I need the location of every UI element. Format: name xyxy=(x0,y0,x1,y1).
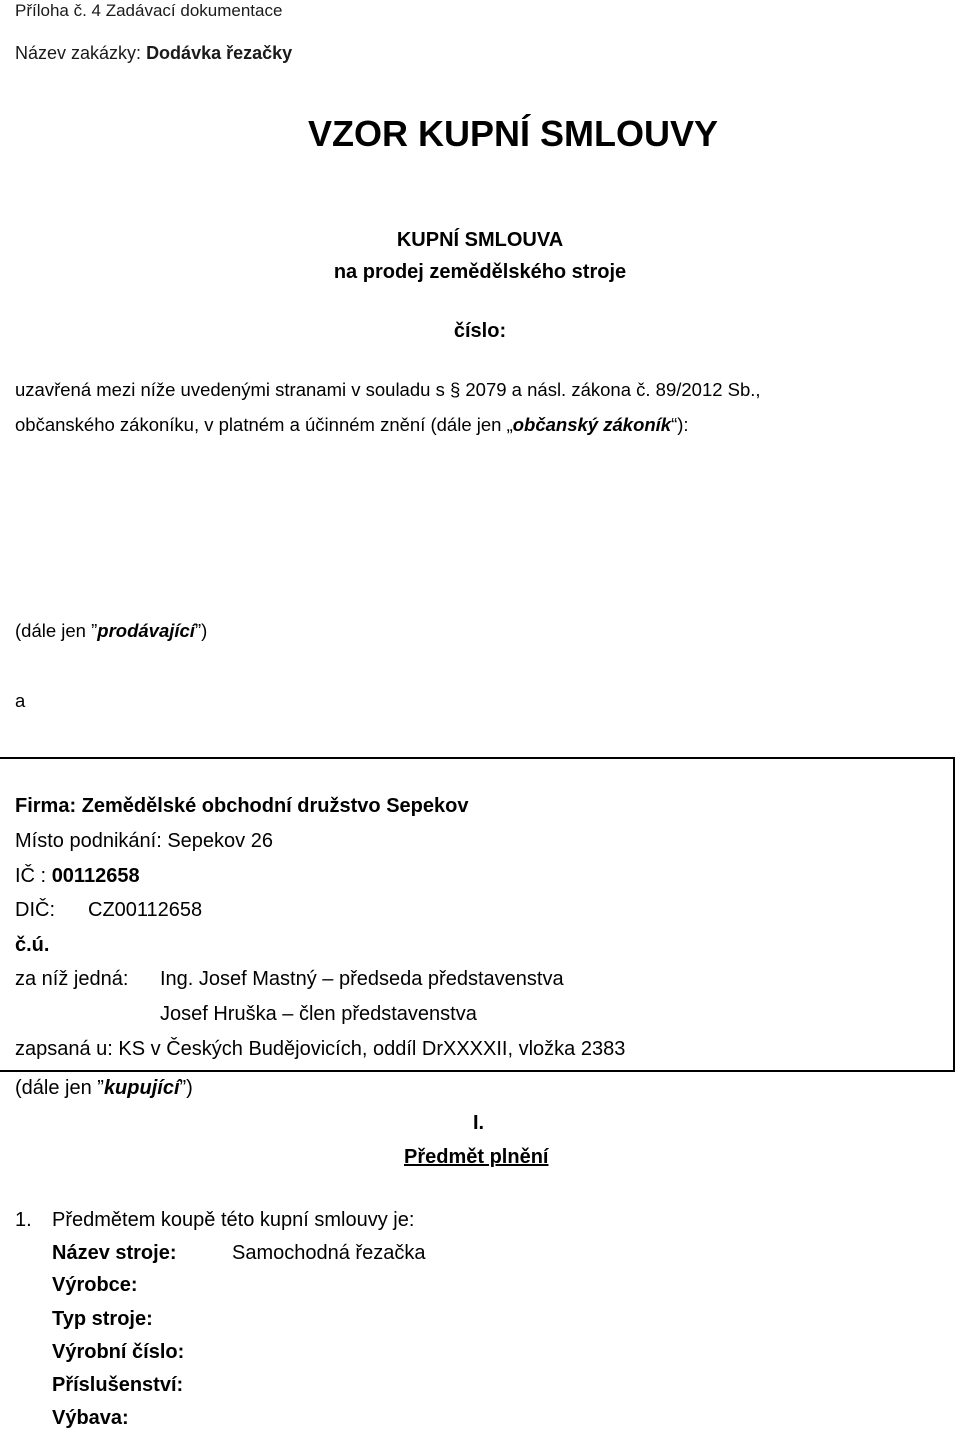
ic-value: 00112658 xyxy=(51,865,140,887)
type-label: Typ stroje: xyxy=(52,1308,153,1330)
buyer-dic-line xyxy=(15,899,55,922)
attachment-label: Příloha č. 4 Zadávací dokumentace xyxy=(15,1,283,20)
firm-label: Firma: xyxy=(15,795,77,817)
seller-reference xyxy=(15,620,207,642)
civil-code-term: občanský zákoník xyxy=(512,414,672,435)
buyer-term: kupující xyxy=(103,1077,180,1099)
dic-value: CZ00112658 xyxy=(88,899,203,921)
buyer-ref-pre: (dále jen ” xyxy=(15,1077,104,1099)
contract-heading: KUPNÍ SMLOUVA xyxy=(396,229,564,251)
dic-label: DIČ: xyxy=(15,899,55,921)
section-number: I. xyxy=(473,1112,485,1134)
buyer-ic-line xyxy=(15,865,140,888)
tender-line xyxy=(15,43,292,64)
buyer-place-line xyxy=(15,830,273,853)
section-title: Předmět plnění xyxy=(404,1146,549,1168)
place-value: Sepekov 26 xyxy=(167,830,273,852)
representative-2: Josef Hruška – člen představenstva xyxy=(160,1003,477,1025)
equipment-label: Výbava: xyxy=(52,1407,129,1429)
machine-name-label: Název stroje: xyxy=(52,1242,177,1264)
account-label: č.ú. xyxy=(15,934,50,956)
intro-line-2 xyxy=(15,414,689,436)
contract-subheading: na prodej zemědělského stroje xyxy=(333,261,627,283)
conjunction: a xyxy=(15,690,26,711)
buyer-ref-post: ”) xyxy=(179,1077,193,1099)
seller-ref-post: ”) xyxy=(194,620,208,641)
place-label: Místo podnikání: xyxy=(15,830,162,852)
firm-name: Zemědělské obchodní družstvo Sepekov xyxy=(81,795,469,817)
manufacturer-label: Výrobce: xyxy=(52,1274,138,1296)
intro-line-1: uzavřená mezi níže uvedenými stranami v souladu s § 2079 a násl. zákona č. 89/2012 Sb., xyxy=(15,379,761,400)
seller-ref-pre: (dále jen ” xyxy=(15,620,98,641)
machine-name-value: Samochodná řezačka xyxy=(232,1242,426,1264)
contract-number-label: číslo: xyxy=(453,320,507,342)
buyer-registry: zapsaná u: KS v Českých Budějovicích, oddíl DrXXXXII, vložka 2383 xyxy=(15,1038,626,1060)
rep-label: za níž jedná: xyxy=(15,968,129,990)
buyer-reference xyxy=(15,1077,193,1100)
ic-label: IČ : xyxy=(15,865,47,887)
intro-line-2-post: “): xyxy=(671,414,689,435)
accessories-label: Příslušenství: xyxy=(52,1374,184,1396)
tender-name: Dodávka řezačky xyxy=(146,43,293,63)
seller-term: prodávající xyxy=(97,620,195,641)
buyer-firm-line xyxy=(15,795,468,818)
subject-num: 1. xyxy=(15,1209,32,1231)
document-title: VZOR KUPNÍ SMLOUVY xyxy=(308,113,719,154)
representative-1: Ing. Josef Mastný – předseda představenstva xyxy=(160,968,564,990)
serial-label: Výrobní číslo: xyxy=(52,1341,185,1363)
tender-label: Název zakázky: xyxy=(15,43,142,63)
intro-line-2-pre: občanského zákoníku, v platném a účinném znění (dále jen „ xyxy=(15,414,513,435)
subject-intro: Předmětem koupě této kupní smlouvy je: xyxy=(52,1209,415,1231)
